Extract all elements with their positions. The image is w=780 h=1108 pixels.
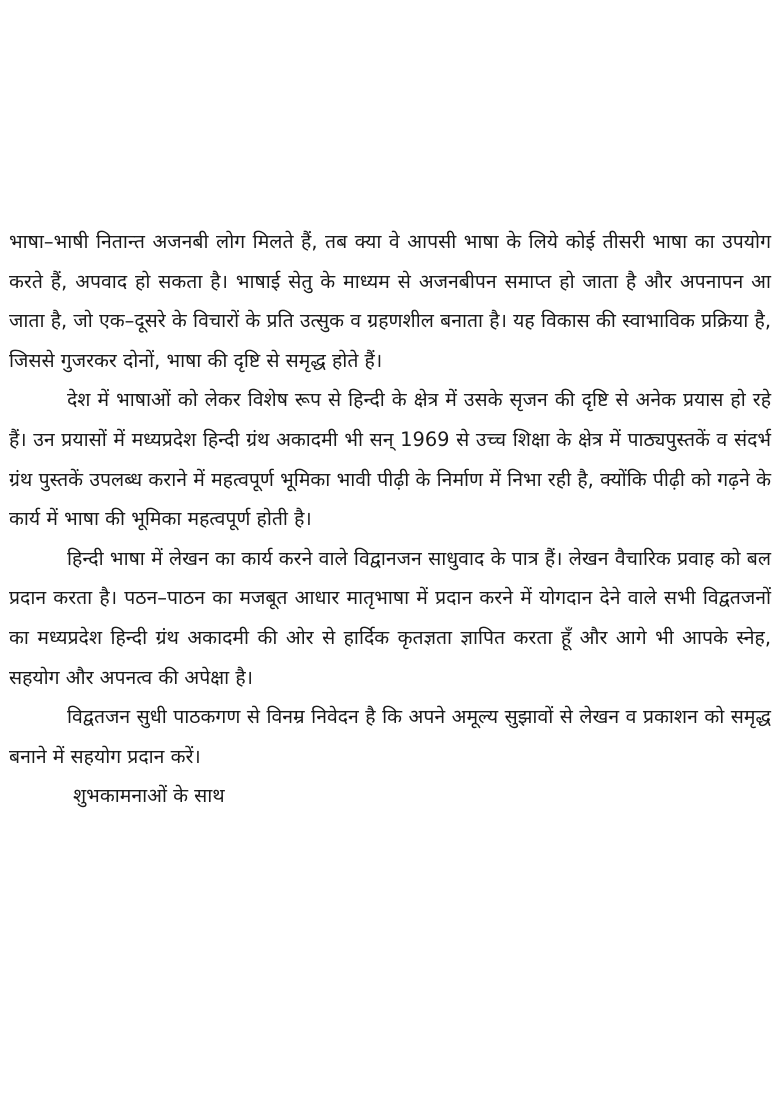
paragraph-language-efforts: देश में भाषाओं को लेकर विशेष रूप से हिन्दी के क्षेत्र में उसके सृजन की दृष्टि से अनेक प्रयास हो रहे हैं। उन प्रयासों में मध्यप्रदेश हिन्दी ग्रंथ अकादमी भी सन् 1969 से उच्च शिक्षा के क्षेत्र में पाठ्यपुस्तकें व संदर्भ ग्रंथ पुस्तकें उपलब्ध कराने में महत्वपूर्ण भूमिका भावी पीढ़ी के निर्माण में निभा रही है, क्योंकि पीढ़ी को गढ़ने के कार्य में भाषा की भूमिका महत्वपूर्ण होती है।	[9, 388, 771, 531]
paragraph-gratitude: हिन्दी भाषा में लेखन का कार्य करने वाले विद्वानजन साधुवाद के पात्र हैं। लेखन वैचारिक प्रवाह को बल प्रदान करता है। पठन–पाठन का मजबूत आधार मातृभाषा में प्रदान करने में योगदान देने वाले सभी विद्वतजनों का मध्यप्रदेश हिन्दी ग्रंथ अकादमी की ओर से हार्दिक कृतज्ञता ज्ञापित करता हूँ और आगे भी आपके स्नेह, सहयोग और अपनत्व की अपेक्षा है।	[9, 546, 771, 689]
paragraph-continuation: भाषा–भाषी नितान्त अजनबी लोग मिलते हैं, तब क्या वे आपसी भाषा के लिये कोई तीसरी भाषा का उपयोग करते हैं, अपवाद हो सकता है। भाषाई सेतु के माध्यम से अजनबीपन समाप्त हो जाता है और अपनापन आ जाता है, जो एक–दूसरे के विचारों के प्रति उत्सुक व ग्रहणशील बनाता है। यह विकास की स्वाभाविक प्रक्रिया है, जिससे गुजरकर दोनों, भाषा की दृष्टि से समृद्ध होते हैं।	[9, 230, 771, 372]
closing-wishes: शुभकामनाओं के साथ	[73, 784, 225, 808]
paragraph-request: विद्वतजन सुधी पाठकगण से विनम्र निवेदन है कि अपने अमूल्य सुझावों से लेखन व प्रकाशन को समृद्ध बनाने में सहयोग प्रदान करें।	[9, 705, 771, 768]
body-text	[9, 222, 771, 816]
